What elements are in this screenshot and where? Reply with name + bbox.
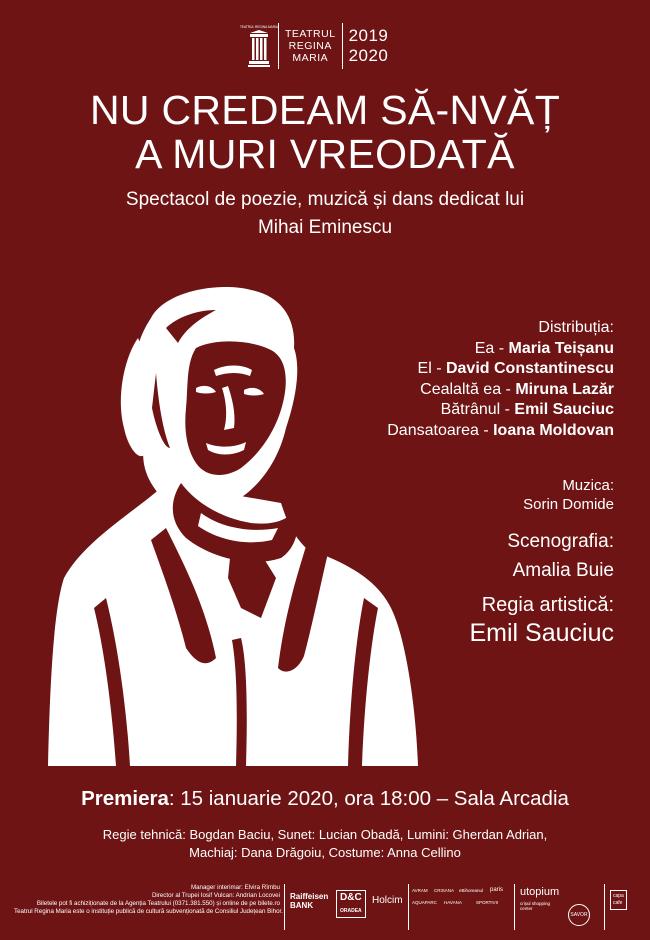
footer-tickets: Biletele pot fi achiziționate de la Agenția Teatrului (0371.381.550) și online de pe bilete.ro	[36, 900, 280, 907]
cast-list	[387, 318, 614, 441]
sponsor-small: AVRAM	[412, 888, 428, 893]
logo-divider	[342, 23, 343, 69]
cast-member	[387, 400, 614, 421]
season-year-end: 2020	[348, 46, 389, 65]
raiffeisen-name: Raiffeisen	[290, 892, 329, 901]
sponsor-logos	[284, 884, 644, 932]
holcim-name: Holcim	[372, 895, 403, 906]
raiffeisen-logo	[290, 892, 328, 910]
capa-cafe-logo	[610, 890, 627, 910]
music-credit	[523, 476, 614, 514]
theatre-name-line2: REGINA	[288, 40, 332, 52]
set-design-label: Scenografia:	[507, 531, 614, 552]
holcim-logo	[372, 895, 403, 906]
cast-role: Ea -	[474, 339, 509, 357]
theatre-name-line3: MARIA	[292, 52, 329, 64]
season-years	[349, 26, 389, 66]
utopium-name: utopium	[520, 886, 560, 898]
logo-divider	[278, 23, 279, 69]
logo-small-text: TEATRUL REGINA MARIA	[239, 25, 279, 29]
sponsor-divider	[514, 884, 515, 930]
cast-heading: Distribuția:	[538, 319, 614, 336]
set-design-credit	[507, 527, 614, 585]
sponsor-small: HAVANA	[444, 900, 462, 905]
portrait-illustration	[46, 278, 426, 766]
show-title-line2: A MURI VREODATĂ	[135, 131, 515, 177]
premiere-info	[0, 786, 650, 812]
theatre-name	[285, 28, 336, 64]
technical-credits-line2: Machiaj: Dana Drăgoiu, Costume: Anna Cellino	[189, 845, 461, 860]
direction-label: Regia artistică:	[481, 594, 614, 616]
cast-member	[387, 421, 614, 442]
cast-actor: Emil Sauciuc	[514, 401, 614, 418]
subtitle-line1: Spectacol de poezie, muzică și dans dedicat lui	[125, 189, 525, 210]
savor-name: SAVOR	[570, 912, 588, 918]
technical-credits-line1: Regie tehnică: Bogdan Baciu, Sunet: Lucian Obadă, Lumini: Gherdan Adrian,	[102, 827, 548, 842]
premiere-label: Premiera	[81, 787, 169, 810]
show-title-line1: NU CREDEAM SĂ-NVĂȚ	[89, 87, 561, 133]
theatre-name-line1: TEATRUL	[285, 28, 336, 40]
sponsor-small: SPORTIVII	[476, 900, 499, 905]
technical-credits	[0, 826, 650, 862]
footer-director: Director al Trupei Iosif Vulcan: Andrian Locovei	[151, 892, 280, 899]
theatre-column-icon	[239, 23, 279, 69]
show-title	[0, 88, 650, 176]
sponsor-divider	[604, 884, 605, 930]
premiere-details: : 15 ianuarie 2020, ora 18:00 – Sala Arcadia	[168, 787, 569, 810]
sponsor-divider	[284, 884, 285, 930]
savor-logo	[568, 904, 590, 926]
sponsor-small: eBihoreanul	[459, 888, 484, 893]
cast-role: Cealaltă ea -	[420, 380, 516, 398]
sponsor-divider	[408, 884, 409, 930]
season-year-start: 2019	[348, 26, 389, 45]
cast-actor: Miruna Lazăr	[515, 380, 614, 398]
dc-logo	[336, 890, 366, 918]
cast-member	[387, 339, 614, 360]
music-label: Muzica:	[562, 477, 614, 494]
music-name: Sorin Domide	[523, 496, 614, 513]
cast-actor: David Constantinescu	[445, 360, 614, 377]
sponsor-small: AQUAPARC	[412, 900, 437, 905]
footer-manager: Manager interimar: Elvira Rîmbu	[190, 884, 280, 891]
dc-name: D&C	[340, 892, 362, 903]
footer-institution: Teatrul Regina Maria este o instituție publică de cultură subvenționată de Consiliul Județean Bihor.	[14, 908, 283, 915]
cast-role: Dansatoarea -	[387, 421, 494, 439]
utopium-sub: crișul shopping center	[520, 901, 551, 911]
cast-member	[387, 380, 614, 401]
subtitle-line2: Mihai Eminescu	[257, 217, 393, 238]
direction-name: Emil Sauciuc	[469, 619, 614, 647]
dc-sub: ORADEA	[340, 908, 362, 914]
cast-actor: Ioana Moldovan	[493, 421, 614, 439]
raiffeisen-bank: BANK	[290, 901, 314, 910]
sponsor-small: paris	[490, 887, 504, 893]
footer-info	[14, 884, 283, 916]
cast-member	[387, 359, 614, 380]
direction-credit	[470, 592, 615, 648]
cafe-name: cafe	[613, 900, 623, 906]
cast-role: El -	[417, 360, 446, 377]
capa-name: capa	[613, 893, 624, 899]
cast-actor: Maria Teișanu	[508, 339, 614, 357]
sponsor-small: CRISANA	[434, 888, 455, 893]
utopium-logo	[520, 886, 559, 898]
set-design-name: Amalia Buie	[512, 560, 614, 581]
cast-role: Bătrânul -	[440, 401, 515, 418]
theatre-logo	[239, 22, 389, 70]
show-subtitle	[0, 186, 650, 242]
